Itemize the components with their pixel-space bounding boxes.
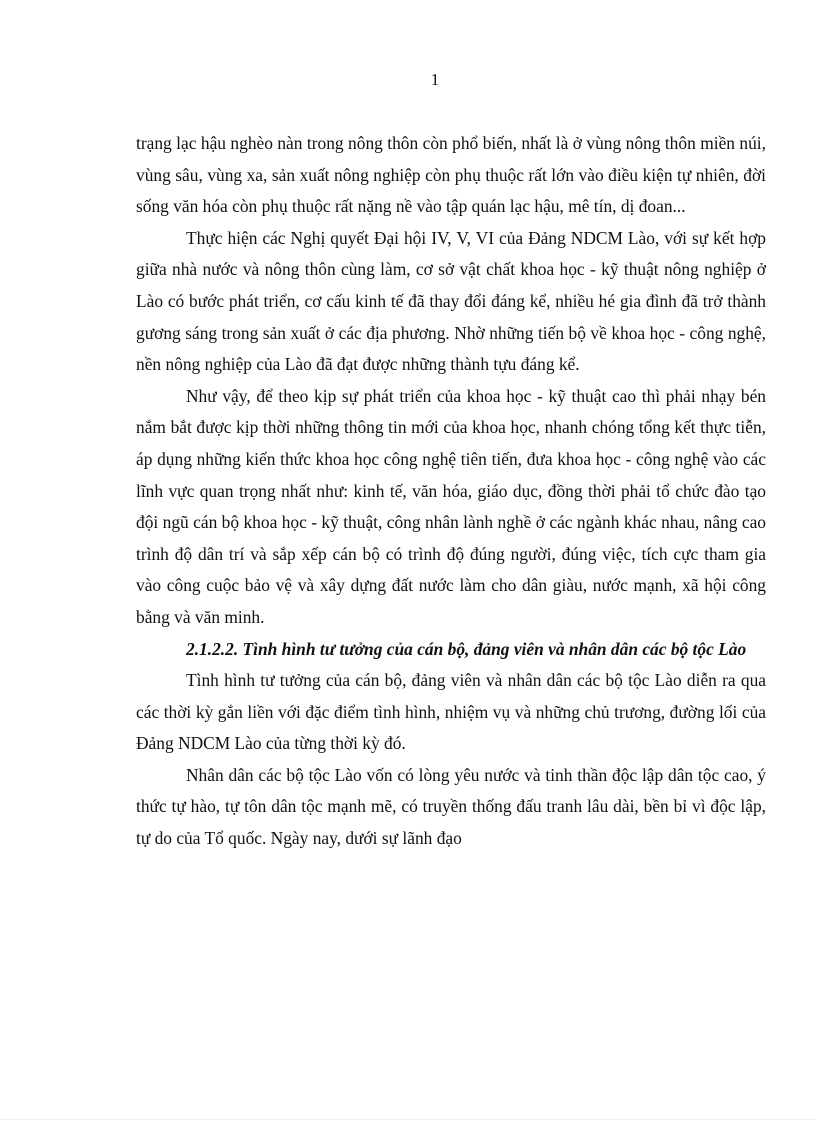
paragraph-patriotism: Nhân dân các bộ tộc Lào vốn có lòng yêu nước và tinh thần độc lập dân tộc cao, ý thức tự hào, tự tôn dân tộc mạnh mẽ, có truyền thống đấu tranh lâu dài, bền bỉ vì độc lập, tự do của Tổ quốc. Ngày nay, dưới sự lãnh đạo (136, 764, 766, 849)
page-bottom-edge (0, 1119, 816, 1120)
paragraph-resolutions: Thực hiện các Nghị quyết Đại hội IV, V, VI của Đảng NDCM Lào, với sự kết hợp giữa nhà nước và nông thôn cùng làm, cơ sở vật chất khoa học - kỹ thuật nông nghiệp ở Lào có bước phát triển, cơ cấu kinh tế đã thay đổi đáng kể, nhiều hé gia đình đã trở thành gương sáng trong sản xuất ở các địa phương. Nhờ những tiến bộ về khoa học - công nghệ, nền nông nghiệp của Lào đã đạt được những thành tựu đáng kể. (136, 227, 766, 375)
body-text (136, 128, 766, 855)
paragraph-science-technology: Như vậy, để theo kịp sự phát triển của khoa học - kỹ thuật cao thì phải nhạy bén nắm bắt được kịp thời những thông tin mới của khoa học, nhanh chóng tổng kết thực tiễn, áp dụng những kiến thức khoa học công nghệ tiên tiến, đưa khoa học - công nghệ vào các lĩnh vực quan trọng nhất như: kinh tế, văn hóa, giáo dục, đồng thời phải tổ chức đào tạo đội ngũ cán bộ khoa học - kỹ thuật, công nhân lành nghề ở các ngành khác nhau, nâng cao trình độ dân trí và sắp xếp cán bộ có trình độ đúng người, đúng việc, tích cực tham gia vào công cuộc bảo vệ và xây dựng đất nước làm cho dân giàu, nước mạnh, xã hội công bằng và văn minh. (136, 385, 766, 627)
paragraph-continued: trạng lạc hậu nghèo nàn trong nông thôn còn phổ biến, nhất là ở vùng nông thôn miền núi, vùng sâu, vùng xa, sản xuất nông nghiệp còn phụ thuộc rất lớn vào điều kiện tự nhiên, đời sống văn hóa còn phụ thuộc rất nặng nề vào tập quán lạc hậu, mê tín, dị đoan... (136, 133, 766, 217)
paragraph-ideology-situation: Tình hình tư tưởng của cán bộ, đảng viên và nhân dân các bộ tộc Lào diễn ra qua các thời kỳ gắn liền với đặc điểm tình hình, nhiệm vụ và những chủ trương, đường lối của Đảng NDCM Lào của từng thời kỳ đó. (136, 670, 766, 754)
section-heading: 2.1.2.2. Tình hình tư tưởng của cán bộ, đảng viên và nhân dân các bộ tộc Lào (186, 638, 747, 659)
page-number: 1 (430, 70, 440, 89)
